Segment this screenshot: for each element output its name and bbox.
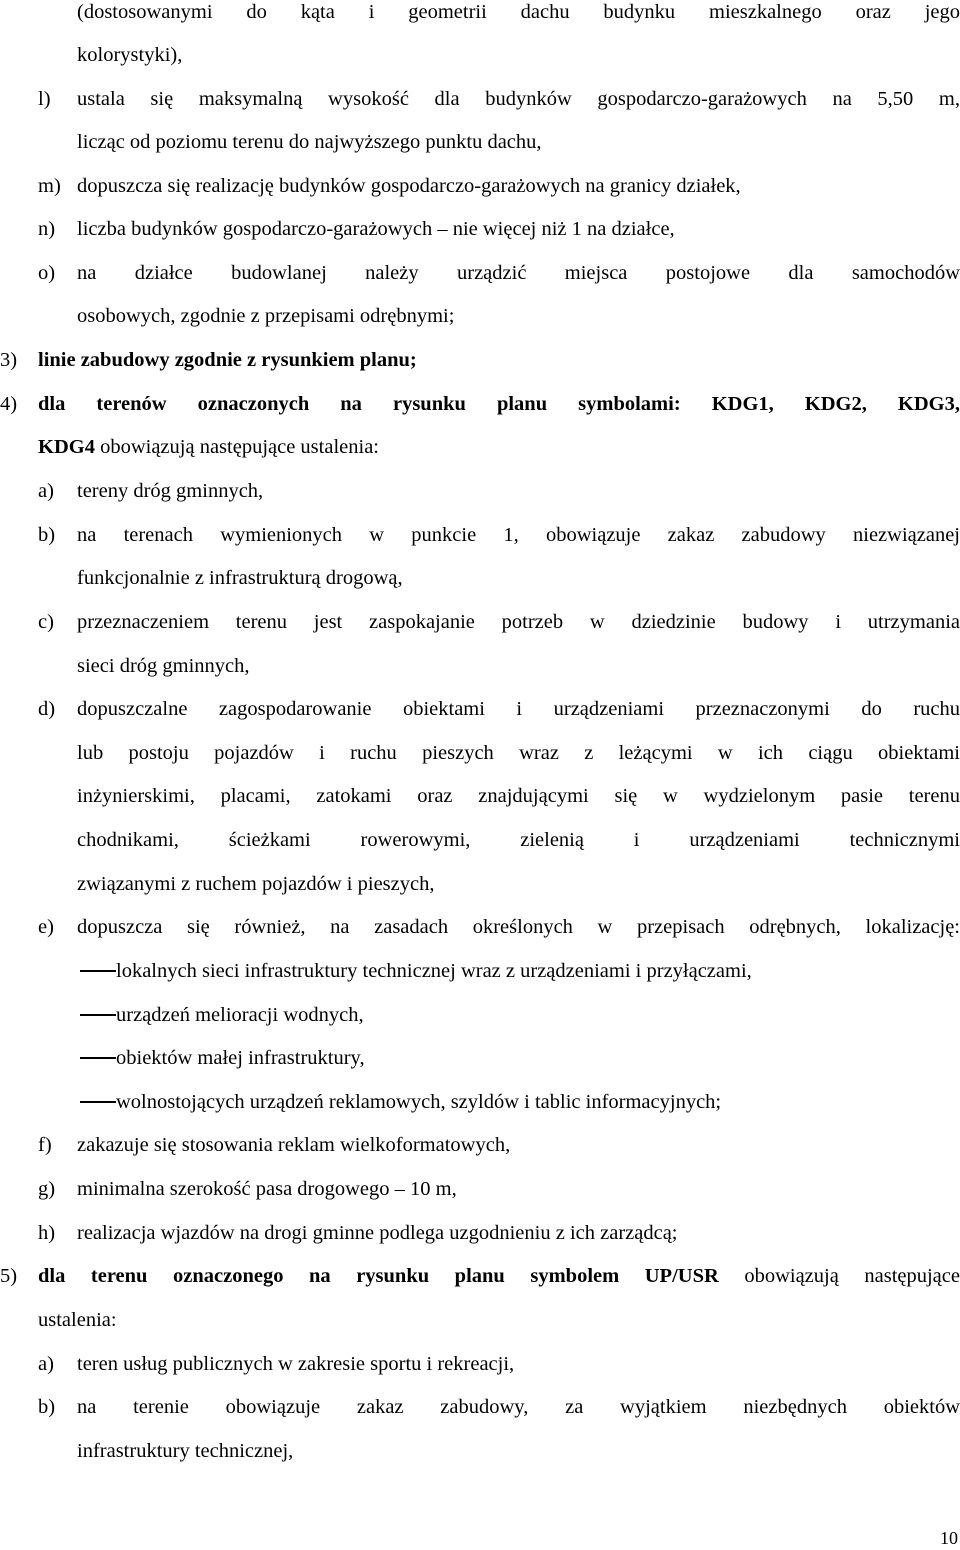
dash-list-item: obiektów małej infrastruktury, [0,1043,960,1073]
list-marker: h) [38,1222,56,1244]
list-item: a) teren usług publicznych w zakresie sportu i rekreacji, [0,1349,960,1379]
list-marker: 5) [0,1265,18,1287]
text-line: inżynierskimi, placami, zatokami oraz znajdującymi się w wydzielonym pasie terenu [77,785,960,807]
text-line: infrastruktury technicznej, [77,1440,294,1462]
text-line: lub postoju pojazdów i ruchu pieszych wraz z leżącymi w ich ciągu obiektami [77,742,960,764]
text-line: chodnikami, ścieżkami rowerowymi, zielenią i urządzeniami technicznymi [77,829,960,851]
list-item: l) ustala się maksymalną wysokość dla budynków gospodarczo-garażowych na 5,50 m, [0,84,960,114]
list-item: n) liczba budynków gospodarczo-garażowych – nie więcej niż 1 na działce, [0,214,960,244]
text-line: kolorystyki), [77,44,183,66]
list-marker: e) [38,916,54,938]
list-item: 3) linie zabudowy zgodnie z rysunkiem planu; [0,345,960,375]
list-item: c) przeznaczeniem terenu jest zaspokajanie potrzeb w dziedzinie budowy i utrzymania [0,607,960,637]
list-item: 5) dla terenu oznaczonego na rysunku planu symbolem UP/USR obowiązują następujące [0,1261,960,1291]
list-item: 4) dla terenów oznaczonych na rysunku planu symbolami: KDG1, KDG2, KDG3, [0,389,960,419]
dash-list-item: urządzeń melioracji wodnych, [0,1000,960,1030]
list-item: g) minimalna szerokość pasa drogowego – 10 m, [0,1174,960,1204]
list-item: d) dopuszczalne zagospodarowanie obiektami i urządzeniami przeznaczonymi do ruchu [0,694,960,724]
list-marker: m) [38,175,61,197]
list-marker: a) [38,480,54,502]
list-marker: d) [38,698,56,720]
list-marker: l) [38,88,51,110]
list-marker: f) [38,1134,52,1156]
dash-list-item: lokalnych sieci infrastruktury technicznej wraz z urządzeniami i przyłączami, [0,956,960,986]
list-item: b) na terenie obowiązuje zakaz zabudowy, za wyjątkiem niezbędnych obiektów [0,1392,960,1422]
dash-bullet [80,970,116,972]
list-marker: n) [38,218,56,240]
text-line: licząc od poziomu terenu do najwyższego punktu dachu, [77,131,542,153]
list-marker: a) [38,1353,54,1375]
page-number: 10 [940,1528,958,1548]
list-marker: g) [38,1178,56,1200]
dash-bullet [80,1057,116,1059]
text-line: (dostosowanymi do kąta i geometrii dachu budynku mieszkalnego oraz jego [77,1,960,23]
list-marker: b) [38,524,56,546]
list-marker: 4) [0,393,18,415]
list-marker: c) [38,611,54,633]
text-line: osobowych, zgodnie z przepisami odrębnymi; [77,305,455,327]
text-line: ustalenia: [38,1309,117,1331]
list-item: e) dopuszcza się również, na zasadach określonych w przepisach odrębnych, lokalizację: [0,912,960,942]
text-line: sieci dróg gminnych, [77,655,250,677]
list-item: h) realizacja wjazdów na drogi gminne podlega uzgodnieniu z ich zarządcą; [0,1218,960,1248]
list-marker: b) [38,1396,56,1418]
dash-bullet [80,1101,116,1103]
list-marker: 3) [0,349,18,371]
dash-list-item: wolnostojących urządzeń reklamowych, szyldów i tablic informacyjnych; [0,1087,960,1117]
text-line: związanymi z ruchem pojazdów i pieszych, [77,873,435,895]
list-item: b) na terenach wymienionych w punkcie 1, obowiązuje zakaz zabudowy niezwiązanej [0,520,960,550]
list-item: o) na działce budowlanej należy urządzić miejsca postojowe dla samochodów [0,258,960,288]
list-item: a) tereny dróg gminnych, [0,476,960,506]
list-marker: o) [38,262,56,284]
dash-bullet [80,1014,116,1016]
list-item: f) zakazuje się stosowania reklam wielkoformatowych, [0,1130,960,1160]
text-line: funkcjonalnie z infrastrukturą drogową, [77,567,403,589]
list-item: m) dopuszcza się realizację budynków gospodarczo-garażowych na granicy działek, [0,171,960,201]
text-line: KDG4 obowiązują następujące ustalenia: [38,436,379,458]
